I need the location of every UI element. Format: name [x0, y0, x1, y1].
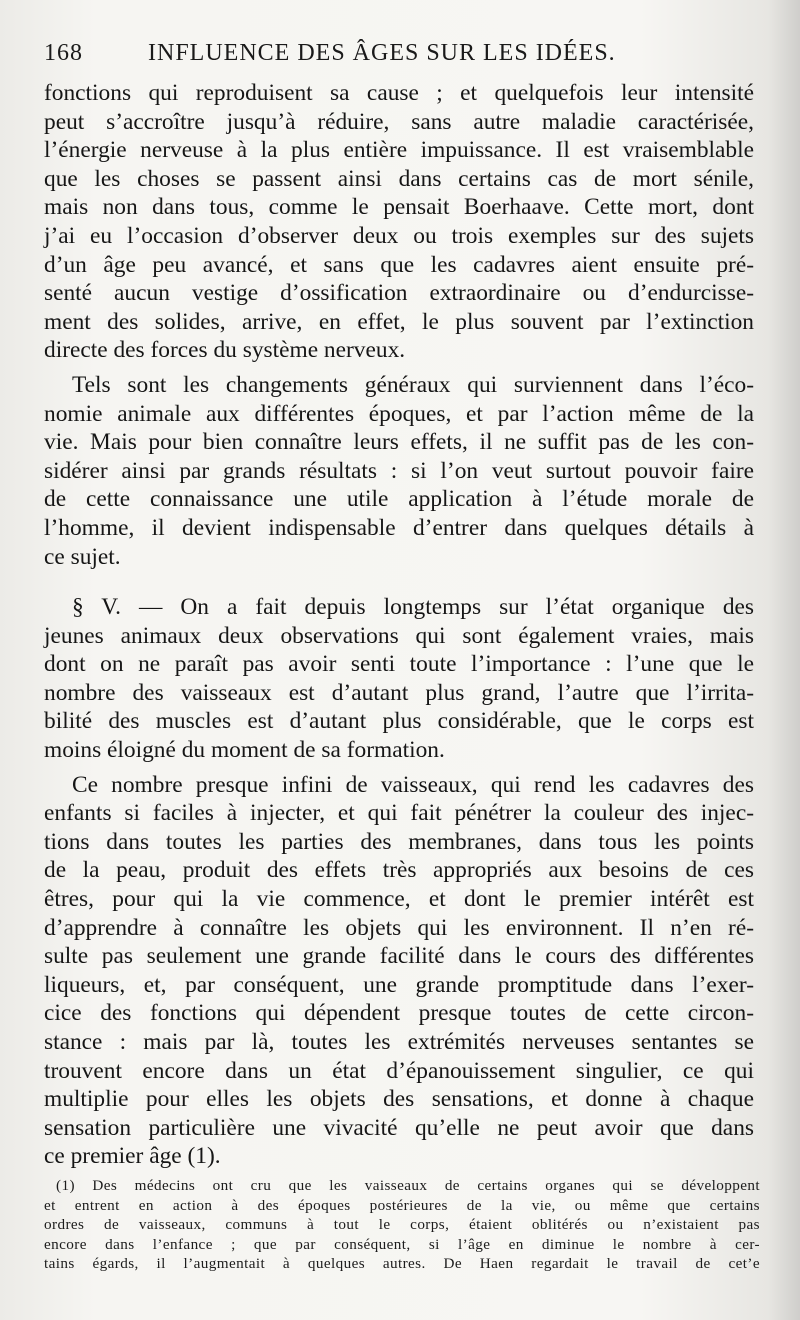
- footnote: [44, 1176, 760, 1274]
- text-line: l’homme, il devient indispensable d’entrer dans quelques détails à: [44, 514, 754, 541]
- footnote-line: et entrent en action à des époques postérieures de la vie, ou même que certains: [44, 1196, 760, 1214]
- text-line: de la peau, produit des effets très appropriés aux besoins de ces: [44, 857, 754, 884]
- footnote-line: encore dans l’enfance ; que par conséquent, si l’âge en diminue le nombre à cer-: [44, 1235, 760, 1253]
- text-line: nomie animale aux différentes époques, et par l’action même de la: [44, 400, 754, 427]
- text-line: de cette connaissance une utile application à l’étude morale de: [44, 486, 754, 513]
- page-number: 168: [44, 40, 83, 66]
- body-text: [44, 79, 754, 1171]
- text-line: d’apprendre à connaître les objets qui les environnent. Il n’en ré-: [44, 914, 754, 941]
- text-line: jeunes animaux deux observations qui sont également vraies, mais: [44, 622, 754, 649]
- text-line: sensation particulière une vivacité qu’elle ne peut avoir que dans: [44, 1114, 754, 1141]
- text-line: multiplie pour elles les objets des sensations, et donne à chaque: [44, 1086, 754, 1113]
- text-line: directe des forces du système nerveux.: [44, 337, 406, 364]
- footnote-line: (1) Des médecins ont cru que les vaisseaux de certains organes qui se développent: [56, 1177, 760, 1194]
- section-gap: [44, 571, 754, 593]
- text-line: trouvent encore dans un état d’épanouissement singulier, ce qui: [44, 1057, 754, 1084]
- text-line: vie. Mais pour bien connaître leurs effets, il ne suffit pas de les con-: [44, 429, 754, 456]
- paragraph-2: [44, 371, 754, 571]
- text-line: sulte pas seulement une grande facilité dans le cours des différentes: [44, 943, 754, 970]
- text-line: senté aucun vestige d’ossification extraordinaire ou d’endurcisse-: [44, 280, 754, 307]
- text-line: bilité des muscles est d’autant plus considérable, que le corps est: [44, 708, 754, 735]
- text-line: Ce nombre presque infini de vaisseaux, qui rend les cadavres des: [72, 771, 754, 798]
- text-line: cice des fonctions qui dépendent presque toutes de cette circon-: [44, 1000, 754, 1027]
- text-line: que les choses se passent ainsi dans certains cas de mort sénile,: [44, 165, 754, 192]
- text-line: enfants si faciles à injecter, et qui fait pénétrer la couleur des injec-: [44, 800, 754, 827]
- text-line: moins éloigné du moment de sa formation.: [44, 737, 445, 764]
- text-line: sidérer ainsi par grands résultats : si l’on veut surtout pouvoir faire: [44, 457, 754, 484]
- paragraph-3: [44, 593, 754, 765]
- text-line: fonctions qui reproduisent sa cause ; et quelquefois leur intensité: [44, 80, 754, 106]
- text-line: j’ai eu l’occasion d’observer deux ou trois exemples sur des sujets: [44, 222, 754, 249]
- text-line: mais non dans tous, comme le pensait Boerhaave. Cette mort, dont: [44, 194, 754, 221]
- text-line: ment des solides, arrive, en effet, le plus souvent par l’extinction: [44, 308, 754, 335]
- text-line: dont on ne paraît pas avoir senti toute l’importance : l’une que le: [44, 651, 754, 678]
- text-line: ce sujet.: [44, 543, 121, 570]
- text-line: stance : mais par là, toutes les extrémités nerveuses sentantes se: [44, 1029, 754, 1055]
- text-line: êtres, pour qui la vie commence, et dont le premier intérêt est: [44, 886, 754, 913]
- footnote-line: tains égards, il l’augmentait à quelques autres. De Haen regardait le travail de cet’e: [44, 1255, 760, 1273]
- paragraph-1: [44, 79, 754, 365]
- text-line: l’énergie nerveuse à la plus entière impuissance. Il est vraisemblable: [44, 137, 754, 164]
- page-header: [44, 40, 784, 76]
- text-line: ce premier âge (1).: [44, 1143, 221, 1170]
- paragraph-4: [44, 771, 754, 1171]
- text-line: nombre des vaisseaux est d’autant plus grand, l’autre que l’irrita-: [44, 679, 754, 706]
- footnote-line: ordres de vaisseaux, communs à tout le corps, étaient oblitérés ou n’existaient pas: [44, 1216, 760, 1234]
- text-line: liqueurs, et, par conséquent, une grande promptitude dans l’exer-: [44, 971, 754, 998]
- text-line: tions dans toutes les parties des membranes, dans tous les points: [44, 828, 754, 855]
- text-line: d’un âge peu avancé, et sans que les cadavres aient ensuite pré-: [44, 251, 754, 278]
- text-line: § V. — On a fait depuis longtemps sur l’état organique des: [72, 594, 754, 621]
- running-title: INFLUENCE DES ÂGES SUR LES IDÉES.: [148, 40, 616, 66]
- text-line: Tels sont les changements généraux qui surviennent dans l’éco-: [72, 371, 754, 398]
- text-line: peut s’accroître jusqu’à réduire, sans autre maladie caractérisée,: [44, 108, 754, 135]
